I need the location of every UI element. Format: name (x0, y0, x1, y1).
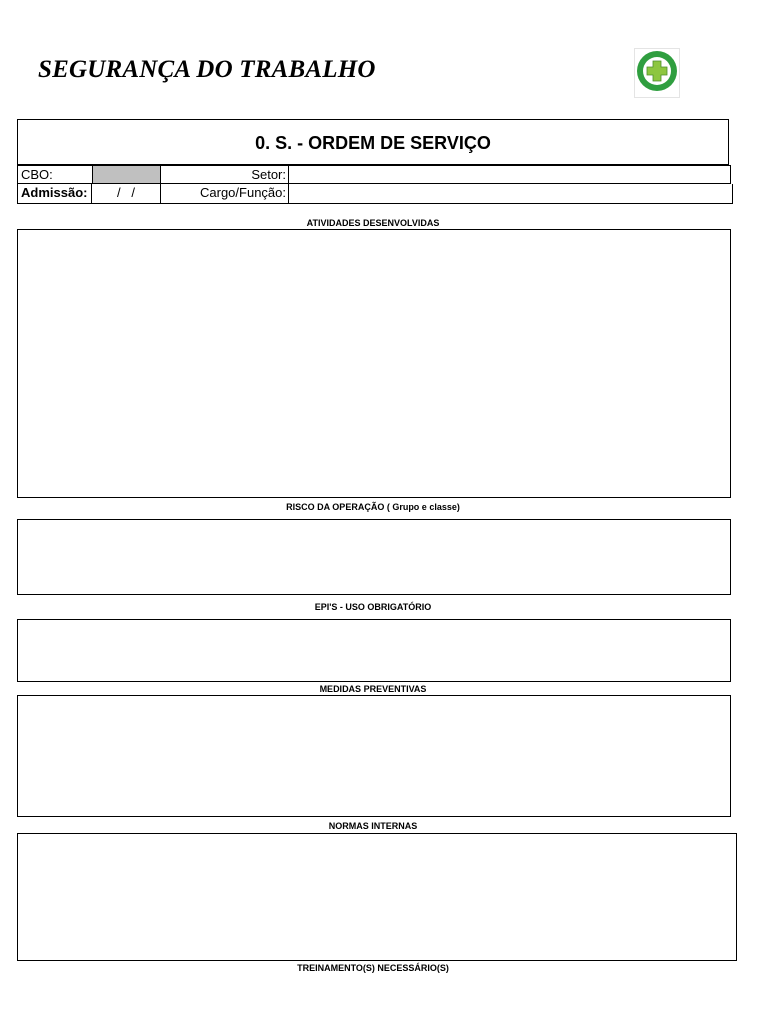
medidas-textarea[interactable] (17, 695, 731, 817)
cbo-field[interactable] (92, 165, 161, 184)
risco-textarea[interactable] (17, 519, 731, 595)
admissao-field[interactable]: / / (92, 184, 161, 204)
normas-textarea[interactable] (17, 833, 737, 961)
employee-fields-grid (17, 165, 733, 205)
cargo-label: Cargo/Função: (161, 184, 288, 204)
atividades-section-label: ATIVIDADES DESENVOLVIDAS (306, 218, 440, 228)
medidas-section-label: MEDIDAS PREVENTIVAS (319, 684, 427, 694)
form-header-box (17, 119, 729, 165)
setor-label: Setor: (161, 165, 288, 184)
risco-section-label: RISCO DA OPERAÇÃO ( Grupo e classe) (286, 502, 460, 512)
setor-field[interactable] (288, 165, 731, 184)
cargo-field[interactable] (288, 184, 733, 204)
form-title: 0. S. - ORDEM DE SERVIÇO (255, 133, 491, 153)
admissao-label: Admissão: (17, 184, 92, 204)
normas-section-label: NORMAS INTERNAS (328, 821, 418, 831)
safety-cross-logo-icon (634, 48, 680, 98)
atividades-textarea[interactable] (17, 229, 731, 498)
epis-section-label: EPI'S - USO OBRIGATÓRIO (314, 602, 432, 612)
cbo-label: CBO: (17, 165, 92, 184)
epis-textarea[interactable] (17, 619, 731, 682)
document-title: SEGURANÇA DO TRABALHO (38, 56, 376, 83)
treinamento-section-label: TREINAMENTO(S) NECESSÁRIO(S) (297, 963, 449, 973)
